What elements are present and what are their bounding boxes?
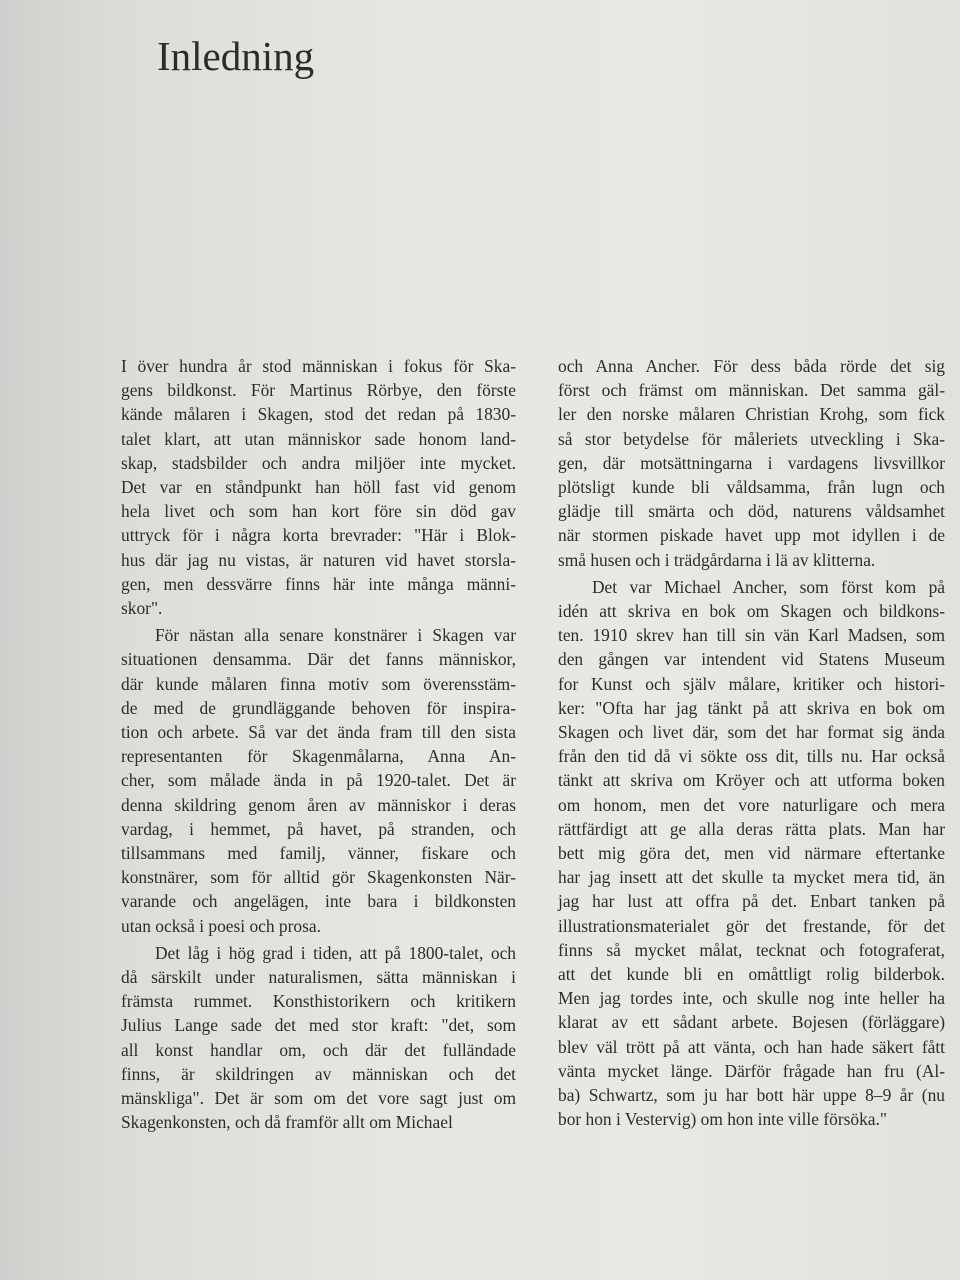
text-line: blev väl trött på att vänta, och han hade säkert fått: [558, 1036, 945, 1057]
text-line: och Anna Ancher. För dess båda rörde det sig: [558, 356, 945, 376]
text-line: finns så mycket målat, tecknat och fotograferat,: [558, 939, 945, 960]
text-line: För nästan alla senare konstnärer i Skagen var: [155, 625, 516, 646]
paragraph: [121, 941, 516, 1135]
text-line: den gången var intendent vid Statens Museum: [558, 649, 945, 670]
text-line: ba) Schwartz, som ju har bott här uppe 8–9 år (nu: [558, 1085, 945, 1106]
text-line: I över hundra år stod människan i fokus för Ska-: [121, 356, 516, 376]
text-line: bett mig göra det, men vid närmare eftertanke: [558, 843, 945, 864]
text-line: for Kunst och själv målare, kritiker och histori-: [558, 673, 945, 694]
text-line: kände målaren i Skagen, stod det redan på 1830-: [121, 404, 516, 425]
text-line: vardag, i hemmet, på havet, på stranden, och: [121, 818, 516, 839]
text-line: då särskilt under naturalismen, sätta människan i: [121, 967, 516, 988]
text-line: små husen och i trädgårdarna i lä av klitterna.: [558, 549, 876, 570]
text-line: från den tid då vi sökte oss dit, tills nu. Har också: [558, 746, 945, 767]
text-line: hus där jag nu vistas, är naturen vid havet storsla-: [121, 549, 516, 570]
text-line: Det låg i hög grad i tiden, att på 1800-talet, och: [155, 942, 516, 963]
text-line: jag har lust att offra på det. Enbart tanken på: [558, 891, 945, 912]
text-line: uttryck för i några korta brevrader: "Här i Blok-: [121, 525, 516, 546]
text-line: har jag insett att det skulle ta mycket mera tid, än: [558, 867, 945, 888]
text-line: Skagen och livet där, som det har format sig ända: [558, 722, 945, 743]
left-text-column: [121, 354, 516, 1138]
text-line: situationen densamma. Där det fanns människor,: [121, 649, 516, 670]
text-line: denna skildring genom åren av människor i deras: [121, 794, 516, 815]
paragraph: [121, 354, 516, 620]
text-line: de med de grundläggande behoven för inspira-: [121, 697, 516, 718]
text-line: bor hon i Vestervig) om hon inte ville försöka.": [558, 1109, 887, 1130]
text-line: skap, stadsbilder och andra miljöer inte mycket.: [121, 452, 516, 473]
text-line: att det kunde bli en omåttligt rolig bilderbok.: [558, 964, 945, 985]
text-line: glädje till smärta och död, naturens våldsamhet: [558, 501, 945, 522]
text-line: Julius Lange sade det med stor kraft: "det, som: [121, 1015, 516, 1036]
text-line: hela livet och som han kort före sin död gav: [121, 501, 516, 522]
text-line: klarat av ett sådant arbete. Bojesen (förläggare): [558, 1012, 945, 1033]
text-line: varande och angelägen, inte bara i bildkonsten: [121, 891, 516, 912]
right-text-column: [558, 354, 945, 1135]
text-line: vänta mycket länge. Därför frågade han fru (Al-: [558, 1060, 945, 1081]
text-line: när stormen piskade havet upp mot idyllen i de: [558, 525, 945, 546]
text-line: skor".: [121, 598, 163, 619]
text-line: rättfärdigt att ge alla deras rätta plats. Man har: [558, 818, 945, 839]
text-line: talet klart, att utan människor sade honom land-: [121, 428, 516, 449]
text-line: ten. 1910 skrev han till sin vän Karl Madsen, som: [558, 625, 945, 646]
text-line: så stor betydelse för måleriets utveckling i Ska-: [558, 428, 945, 449]
text-line: gens bildkonst. För Martinus Rörbye, den förste: [121, 380, 516, 401]
text-line: mänskliga". Det är som om det vore sagt just om: [121, 1088, 516, 1109]
text-line: ker: "Ofta har jag tänkt på att skriva en bok om: [558, 697, 945, 718]
text-line: cher, som målade ända in på 1920-talet. Det är: [121, 770, 516, 791]
text-line: illustrationsmaterialet gör det frestande, för det: [558, 915, 945, 936]
text-line: representanten för Skagenmålarna, Anna An-: [121, 746, 516, 767]
text-line: gen, där motsättningarna i vardagens livsvillkor: [558, 452, 945, 473]
text-line: tillsammans med familj, vänner, fiskare och: [121, 843, 516, 864]
text-line: främsta rummet. Konsthistorikern och kritikern: [121, 991, 516, 1012]
text-line: gen, men dessvärre finns här inte många männi-: [121, 573, 516, 594]
chapter-heading: Inledning: [157, 33, 315, 79]
text-line: först och främst om människan. Det samma gäl-: [558, 380, 945, 401]
text-line: Det var Michael Ancher, som först kom på: [592, 576, 945, 597]
text-line: Skagenkonsten, och då framför allt om Michael: [121, 1112, 453, 1133]
text-line: där kunde målaren finna motiv som överensstäm-: [121, 673, 516, 694]
text-line: Men jag tordes inte, och skulle nog inte heller ha: [558, 988, 945, 1009]
text-line: idén att skriva en bok om Skagen och bildkons-: [558, 601, 945, 622]
text-line: tion och arbete. Så var det ända fram till den sista: [121, 722, 516, 743]
text-line: utan också i poesi och prosa.: [121, 915, 321, 936]
paragraph: [558, 575, 945, 1132]
text-line: konstnärer, som för alltid gör Skagenkonsten När-: [121, 867, 516, 888]
paragraph: [558, 354, 945, 572]
text-line: all konst handlar om, och där det fulländade: [121, 1039, 516, 1060]
text-line: om honom, men det vore naturligare och mera: [558, 794, 945, 815]
text-line: Det var en ståndpunkt han höll fast vid genom: [121, 477, 516, 498]
text-line: plötsligt kunde bli våldsamma, från lugn och: [558, 477, 945, 498]
paragraph: [121, 623, 516, 938]
text-line: finns, är skildringen av människan och det: [121, 1063, 516, 1084]
text-line: tänkt att skriva om Kröyer och att utforma boken: [558, 770, 945, 791]
text-line: ler den norske målaren Christian Krohg, som fick: [558, 404, 945, 425]
